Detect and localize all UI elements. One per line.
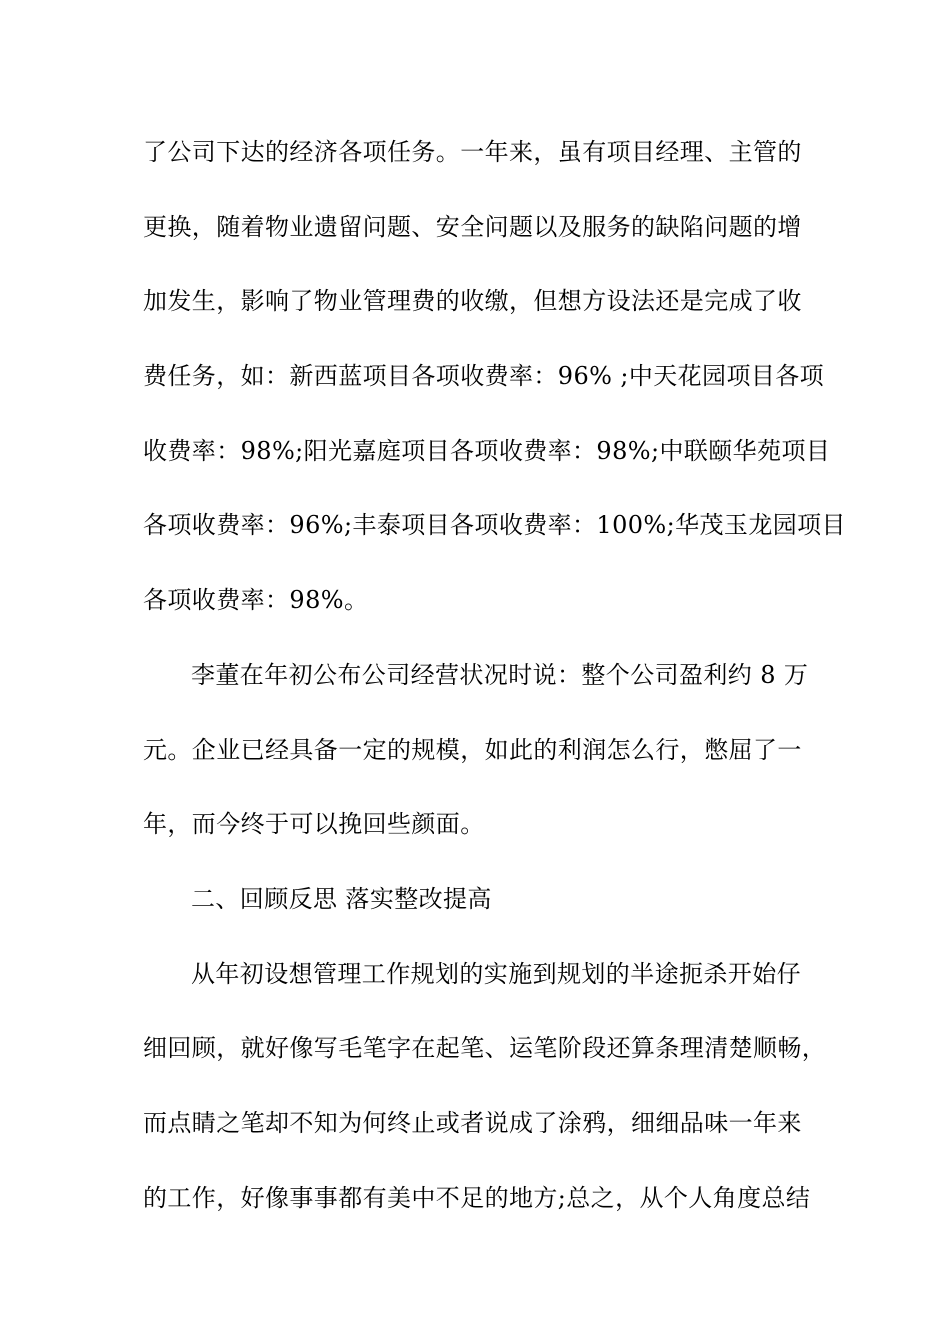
paragraph-line: 年，而今终于可以挽回些颜面。 [143,810,485,839]
paragraph-line: 各项收费率：98%。 [143,586,369,615]
paragraph-line: 李董在年初公布公司经营状况时说：整个公司盈利约 8 万 [191,660,809,689]
paragraph-line: 了公司下达的经济各项任务。一年来，虽有项目经理、主管的 [143,138,802,166]
paragraph-line: 加发生，影响了物业管理费的收缴，但想方设法还是完成了收 [143,287,802,316]
paragraph-line: 从年初设想管理工作规划的实施到规划的半途扼杀开始仔 [191,959,801,988]
paragraph-line: 细回顾，就好像写毛笔字在起笔、运笔阶段还算条理清楚顺畅， [143,1034,827,1063]
paragraph-line: 元。企业已经具备一定的规模，如此的利润怎么行，憋屈了一 [143,735,802,764]
paragraph-line: 的工作，好像事事都有美中不足的地方;总之，从个人角度总结 [143,1183,811,1212]
paragraph-line: 费任务，如：新西蓝项目各项收费率：96% ;中天花园项目各项 [143,362,825,391]
paragraph-line: 收费率：98%;阳光嘉庭项目各项收费率：98%;中联颐华苑项目 [143,436,831,465]
paragraph-line: 各项收费率：96%;丰泰项目各项收费率：100%;华茂玉龙园项目 [143,511,846,540]
document-body [143,128,846,1248]
section-heading: 二、回顾反思 落实整改提高 [191,884,492,913]
paragraph-line: 而点睛之笔却不知为何终止或者说成了涂鸦，细细品味一年来 [143,1108,802,1137]
paragraph-line: 更换，随着物业遗留问题、安全问题以及服务的缺陷问题的增 [143,212,802,241]
